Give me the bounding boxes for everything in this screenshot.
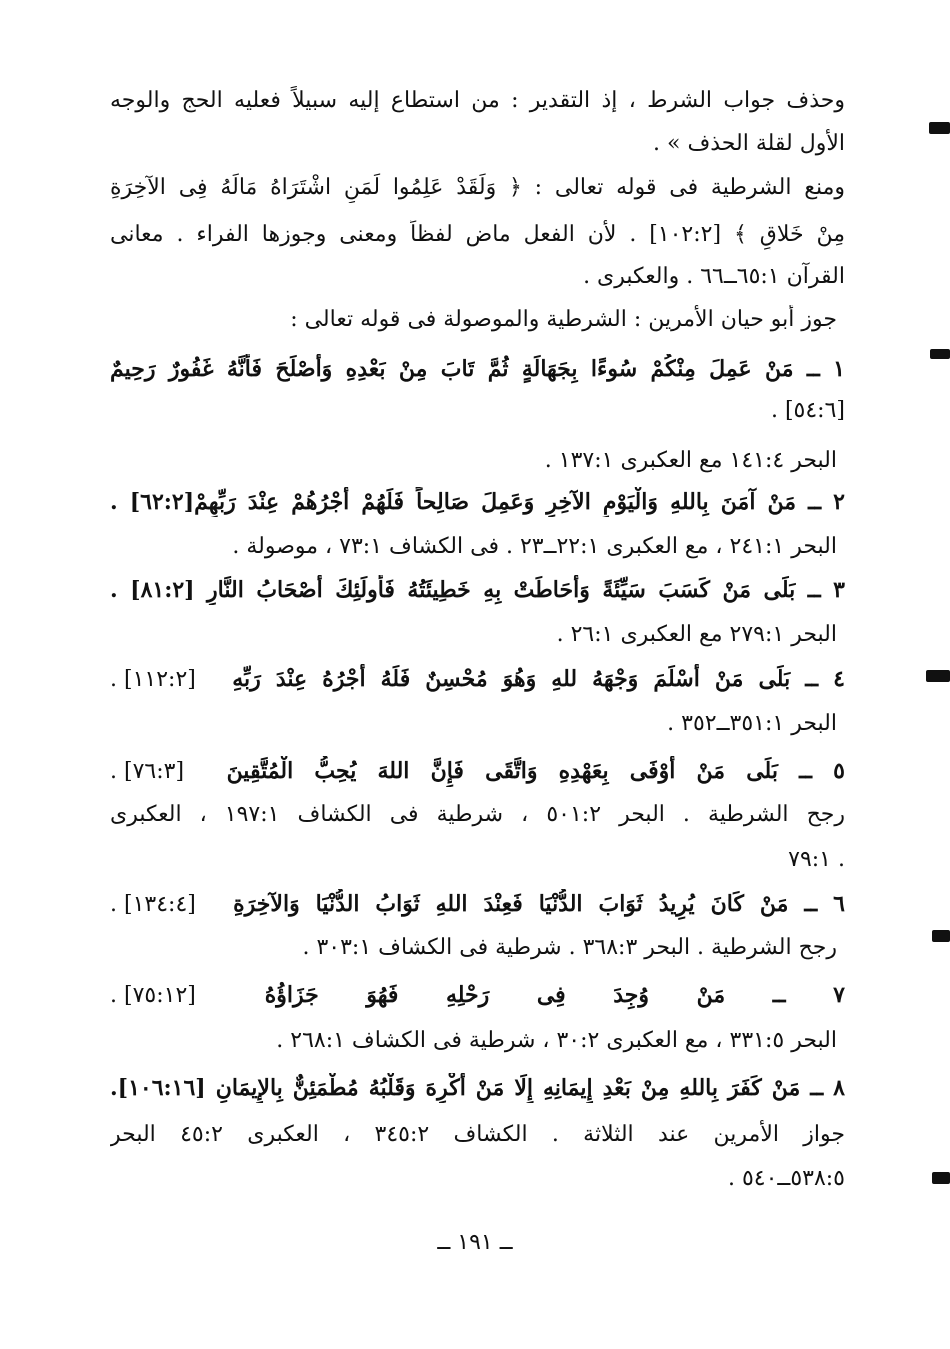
note-item-7: البحر ٣٣١:٥ ، مع العكبرى ٣٠:٢ ، شرطية فى الكشاف ٢٦٨:١ .	[276, 1028, 837, 1053]
text-line-ban-3: القرآن ٦٥:١ــ٦٦ . والعكبرى .	[583, 264, 845, 289]
verse-item-1: ١ ــ مَنْ عَمِلَ مِنْكُمْ سُوءًا بِجَهَالَةٍ ثُمَّ تَابَ مِنْ بَعْدِهِ وَأَصْلَحَ فَأَنَّهُ غَفُورٌ رَحِيمٌ	[110, 356, 845, 382]
note-item-6: رجح الشرطية . البحر ٣٦٨:٣ . شرطية فى الكشاف ٣٠٣:١ .	[302, 935, 837, 960]
note-item-8-line-1: جواز الأمرين عند الثلاثة . الكشاف ٣٤٥:٢ ، العكبرى ٤٥:٢ البحر	[110, 1122, 845, 1147]
verse-reference-5: [٧٦:٣] .	[110, 759, 185, 784]
note-item-3: البحر ٢٧٩:١ مع العكبرى ٢٦:١ .	[556, 622, 837, 647]
verse-row-7	[110, 980, 845, 1011]
margin-mark	[926, 670, 950, 682]
verse-item-6: ٦ ــ مَنْ كَانَ يُرِيدُ ثَوَابَ الدُّنْيَا فَعِنْدَ اللهِ ثَوَابُ الدُّنْيَا وَالآخِرَةِ	[233, 891, 845, 917]
verse-reference-7: [٧٥:١٢] .	[110, 983, 196, 1008]
text-line-intro-2: الأول لقلة الحذف » .	[653, 131, 845, 156]
verse-item-8: ٨ ــ مَنْ كَفَرَ بِاللهِ مِنْ بَعْدِ إِيمَانِهِ إِلَا مَنْ أُكْرِهَ وَقَلْبُهُ مُطْمَئِنٌّ بِالإِيمَانِ [١٠٦:١٦].	[110, 1075, 845, 1101]
verse-item-2: ٢ ــ مَنْ آمَنَ بِاللهِ وَالْيَوْمِ الآخِرِ وَعَمِلَ صَالِحاً فَلَهُمْ أَجْرُهُمْ عِنْدَ رَبِّهِمْ[٦٢:٢] .	[110, 489, 845, 515]
margin-mark	[932, 1172, 950, 1184]
note-item-5-line-2: ٧٩:١ .	[788, 847, 845, 872]
verse-row-5	[110, 756, 845, 787]
verse-item-7: ٧ ــ مَنْ وُجِدَ فِى رَحْلِهِ فَهُوَ جَزَاؤُهُ	[264, 982, 845, 1008]
verse-reference-6: [١٣٤:٤] .	[110, 892, 196, 917]
text-line-abu-hayyan: جوز أبو حيان الأمرين : الشرطية والموصولة فى قوله تعالى :	[290, 307, 837, 332]
verse-item-4: ٤ ــ بَلَى مَنْ أَسْلَمَ وَجْهَهُ للهِ وَهُوَ مُحْسِنٌ فَلَهُ أَجْرُهُ عِنْدَ رَبِّهِ	[232, 666, 845, 692]
verse-reference-1: . [٥٤:٦]	[770, 398, 845, 423]
margin-mark	[932, 930, 950, 942]
verse-item-3: ٣ ــ بَلَى مَنْ كَسَبَ سَيِّئَةً وَأَحَاطَتْ بِهِ خَطِيئَتُهُ فَأُولَئِكَ أَصْحَابُ النَّارِ [٨١:٢] .	[110, 577, 845, 603]
note-item-4: البحر ٣٥١:١ــ٣٥٢ .	[667, 711, 837, 736]
text-line-ban-1: ومنع الشرطية فى قوله تعالى : ﴿ وَلَقَدْ عَلِمُوا لَمَنِ اشْتَرَاهُ مَالَهُ فِى الآخِرَةِ	[110, 175, 845, 200]
note-item-1: البحر ١٤١:٤ مع العكبرى ١٣٧:١ .	[544, 448, 837, 473]
text-line-ban-2: مِنْ خَلاقٍ ﴾ [١٠٢:٢] . لأن الفعل ماض لفظاً ومعنى وجوزها الفراء . معانى	[110, 222, 845, 247]
verse-row-4	[110, 664, 845, 695]
note-item-5-line-1: رجح الشرطية . البحر ٥٠١:٢ ، شرطية فى الكشاف ١٩٧:١ ، العكبرى	[110, 802, 845, 827]
margin-mark	[930, 349, 950, 359]
text-line-intro-1: وحذف جواب الشرط ، إذ التقدير : من استطاع إليه سبيلاً فعليه الحج والوجه	[110, 88, 845, 113]
note-item-8-line-2: ٥٣٨:٥ــ٥٤٠ .	[727, 1166, 845, 1191]
page-number: ــ ١٩١ ــ	[437, 1230, 513, 1255]
margin-mark	[929, 122, 950, 134]
verse-item-5: ٥ ــ بَلَى مَنْ أَوْفَى بِعَهْدِهِ وَاتَّقَى فَإِنَّ اللهَ يُحِبُّ الْمُتَّقِينَ	[226, 758, 845, 784]
verse-row-6	[110, 889, 845, 920]
note-item-2: البحر ٢٤١:١ ، مع العكبرى ٢٢:١ــ٢٣ . فى الكشاف ٧٣:١ ، موصولة .	[232, 534, 837, 559]
verse-reference-4: [١١٢:٢] .	[110, 667, 196, 692]
